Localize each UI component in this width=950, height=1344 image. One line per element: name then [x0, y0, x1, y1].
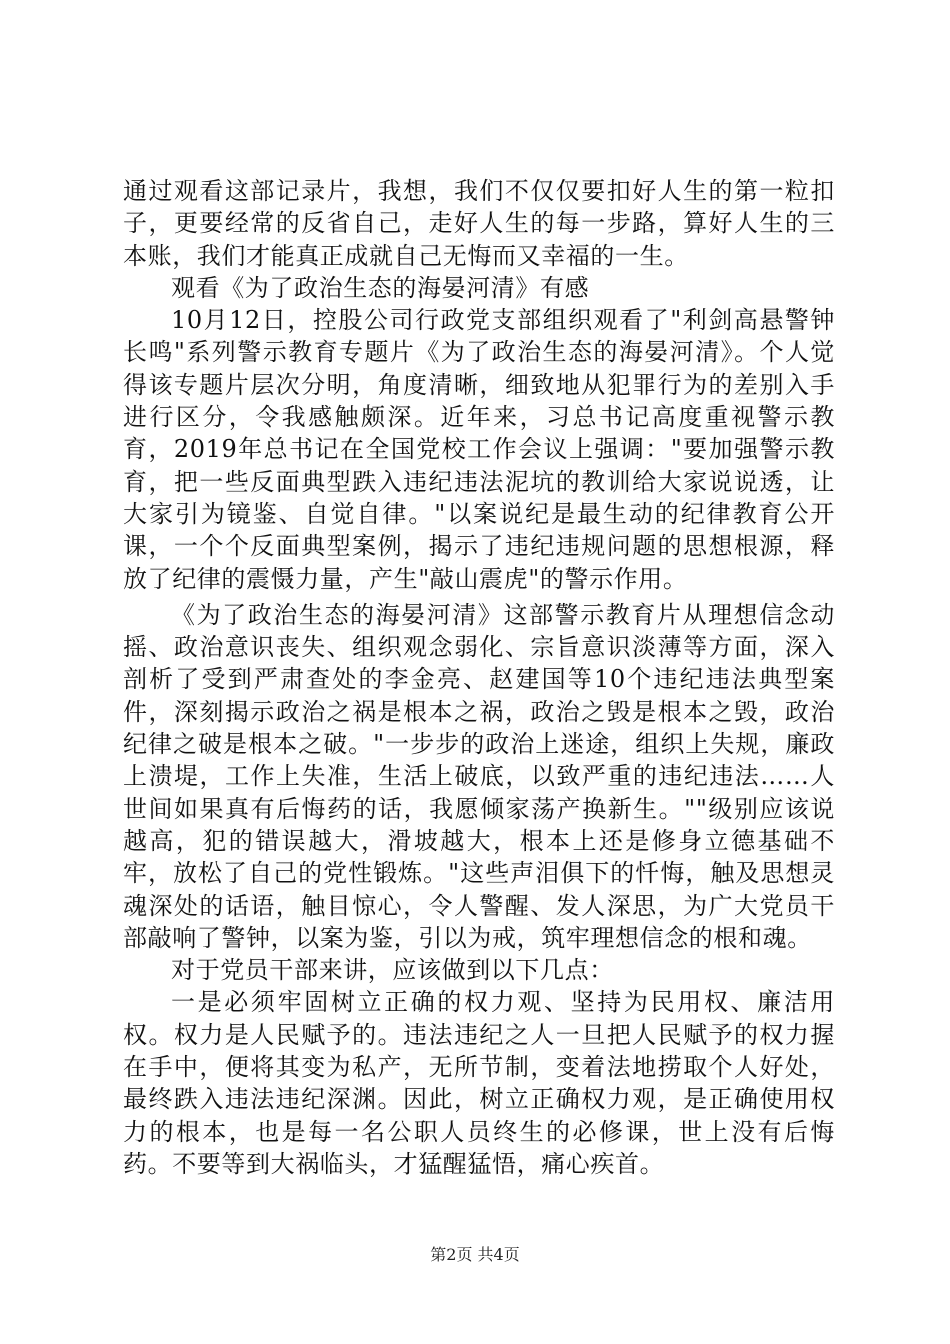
- paragraph-conclusion: 通过观看这部记录片，我想，我们不仅仅要扣好人生的第一粒扣子，更要经常的反省自己，走好人生的每一步路，算好人生的三本账，我们才能真正成就自己无悔而又幸福的一生。: [123, 177, 835, 270]
- paragraph-point-one: 一是必须牢固树立正确的权力观、坚持为民用权、廉洁用权。权力是人民赋予的。违法违纪之人一旦把人民赋予的权力握在手中，便将其变为私产，无所节制，变着法地捞取个人好处，最终跌入违法违纪深渊。因此，树立正确权力观，是正确使用权力的根本，也是每一名公职人员终生的必修课，世上没有后悔药。不要等到大祸临头，才猛醒猛悟，痛心疾首。: [123, 988, 835, 1178]
- paragraph-points-lead: 对于党员干部来讲，应该做到以下几点：: [171, 956, 614, 985]
- paragraph-film-analysis: 《为了政治生态的海晏河清》这部警示教育片从理想信念动摇、政治意识丧失、组织观念弱化、宗旨意识淡薄等方面，深入剖析了受到严肃查处的李金亮、赵建国等10个违纪违法典型案件，深刻揭示政治之祸是根本之祸，政治之毁是根本之毁，政治纪律之破是根本之破。"一步步的政治上迷途，组织上失规，廉政上溃堤，工作上失准，生活上破底，以致严重的违纪违法……人世间如果真有后悔药的话，我愿倾家荡产换新生。""级别应该说越高，犯的错误越大，滑坡越大，根本上还是修身立德基础不牢，放松了自己的党性锻炼。"这些声泪俱下的忏悔，触及思想灵魂深处的话语，触目惊心，令人警醒、发人深思，为广大党员干部敲响了警钟，以案为鉴，引以为戒，筑牢理想信念的根和魂。: [123, 600, 835, 952]
- paragraph-intro: 10月12日，控股公司行政党支部组织观看了"利剑高悬警钟长鸣"系列警示教育专题片《为了政治生态的海晏河清》。个人觉得该专题片层次分明，角度清晰，细致地从犯罪行为的差别入手进行区分，令我感触颇深。近年来，习总书记高度重视警示教育，2019年总书记在全国党校工作会议上强调："要加强警示教育，把一些反面典型跌入违纪违法泥坑的教训给大家说说透，让大家引为镜鉴、自觉自律。"以案说纪是最生动的纪律教育公开课，一个个反面典型案例，揭示了违纪违规问题的思想根源，释放了纪律的震慑力量，产生"敲山震虎"的警示作用。: [123, 306, 835, 593]
- article-title: 观看《为了政治生态的海晏河清》有感: [171, 273, 590, 302]
- document-body: [123, 175, 835, 1180]
- page-number-footer: 第2页 共4页: [430, 1245, 520, 1264]
